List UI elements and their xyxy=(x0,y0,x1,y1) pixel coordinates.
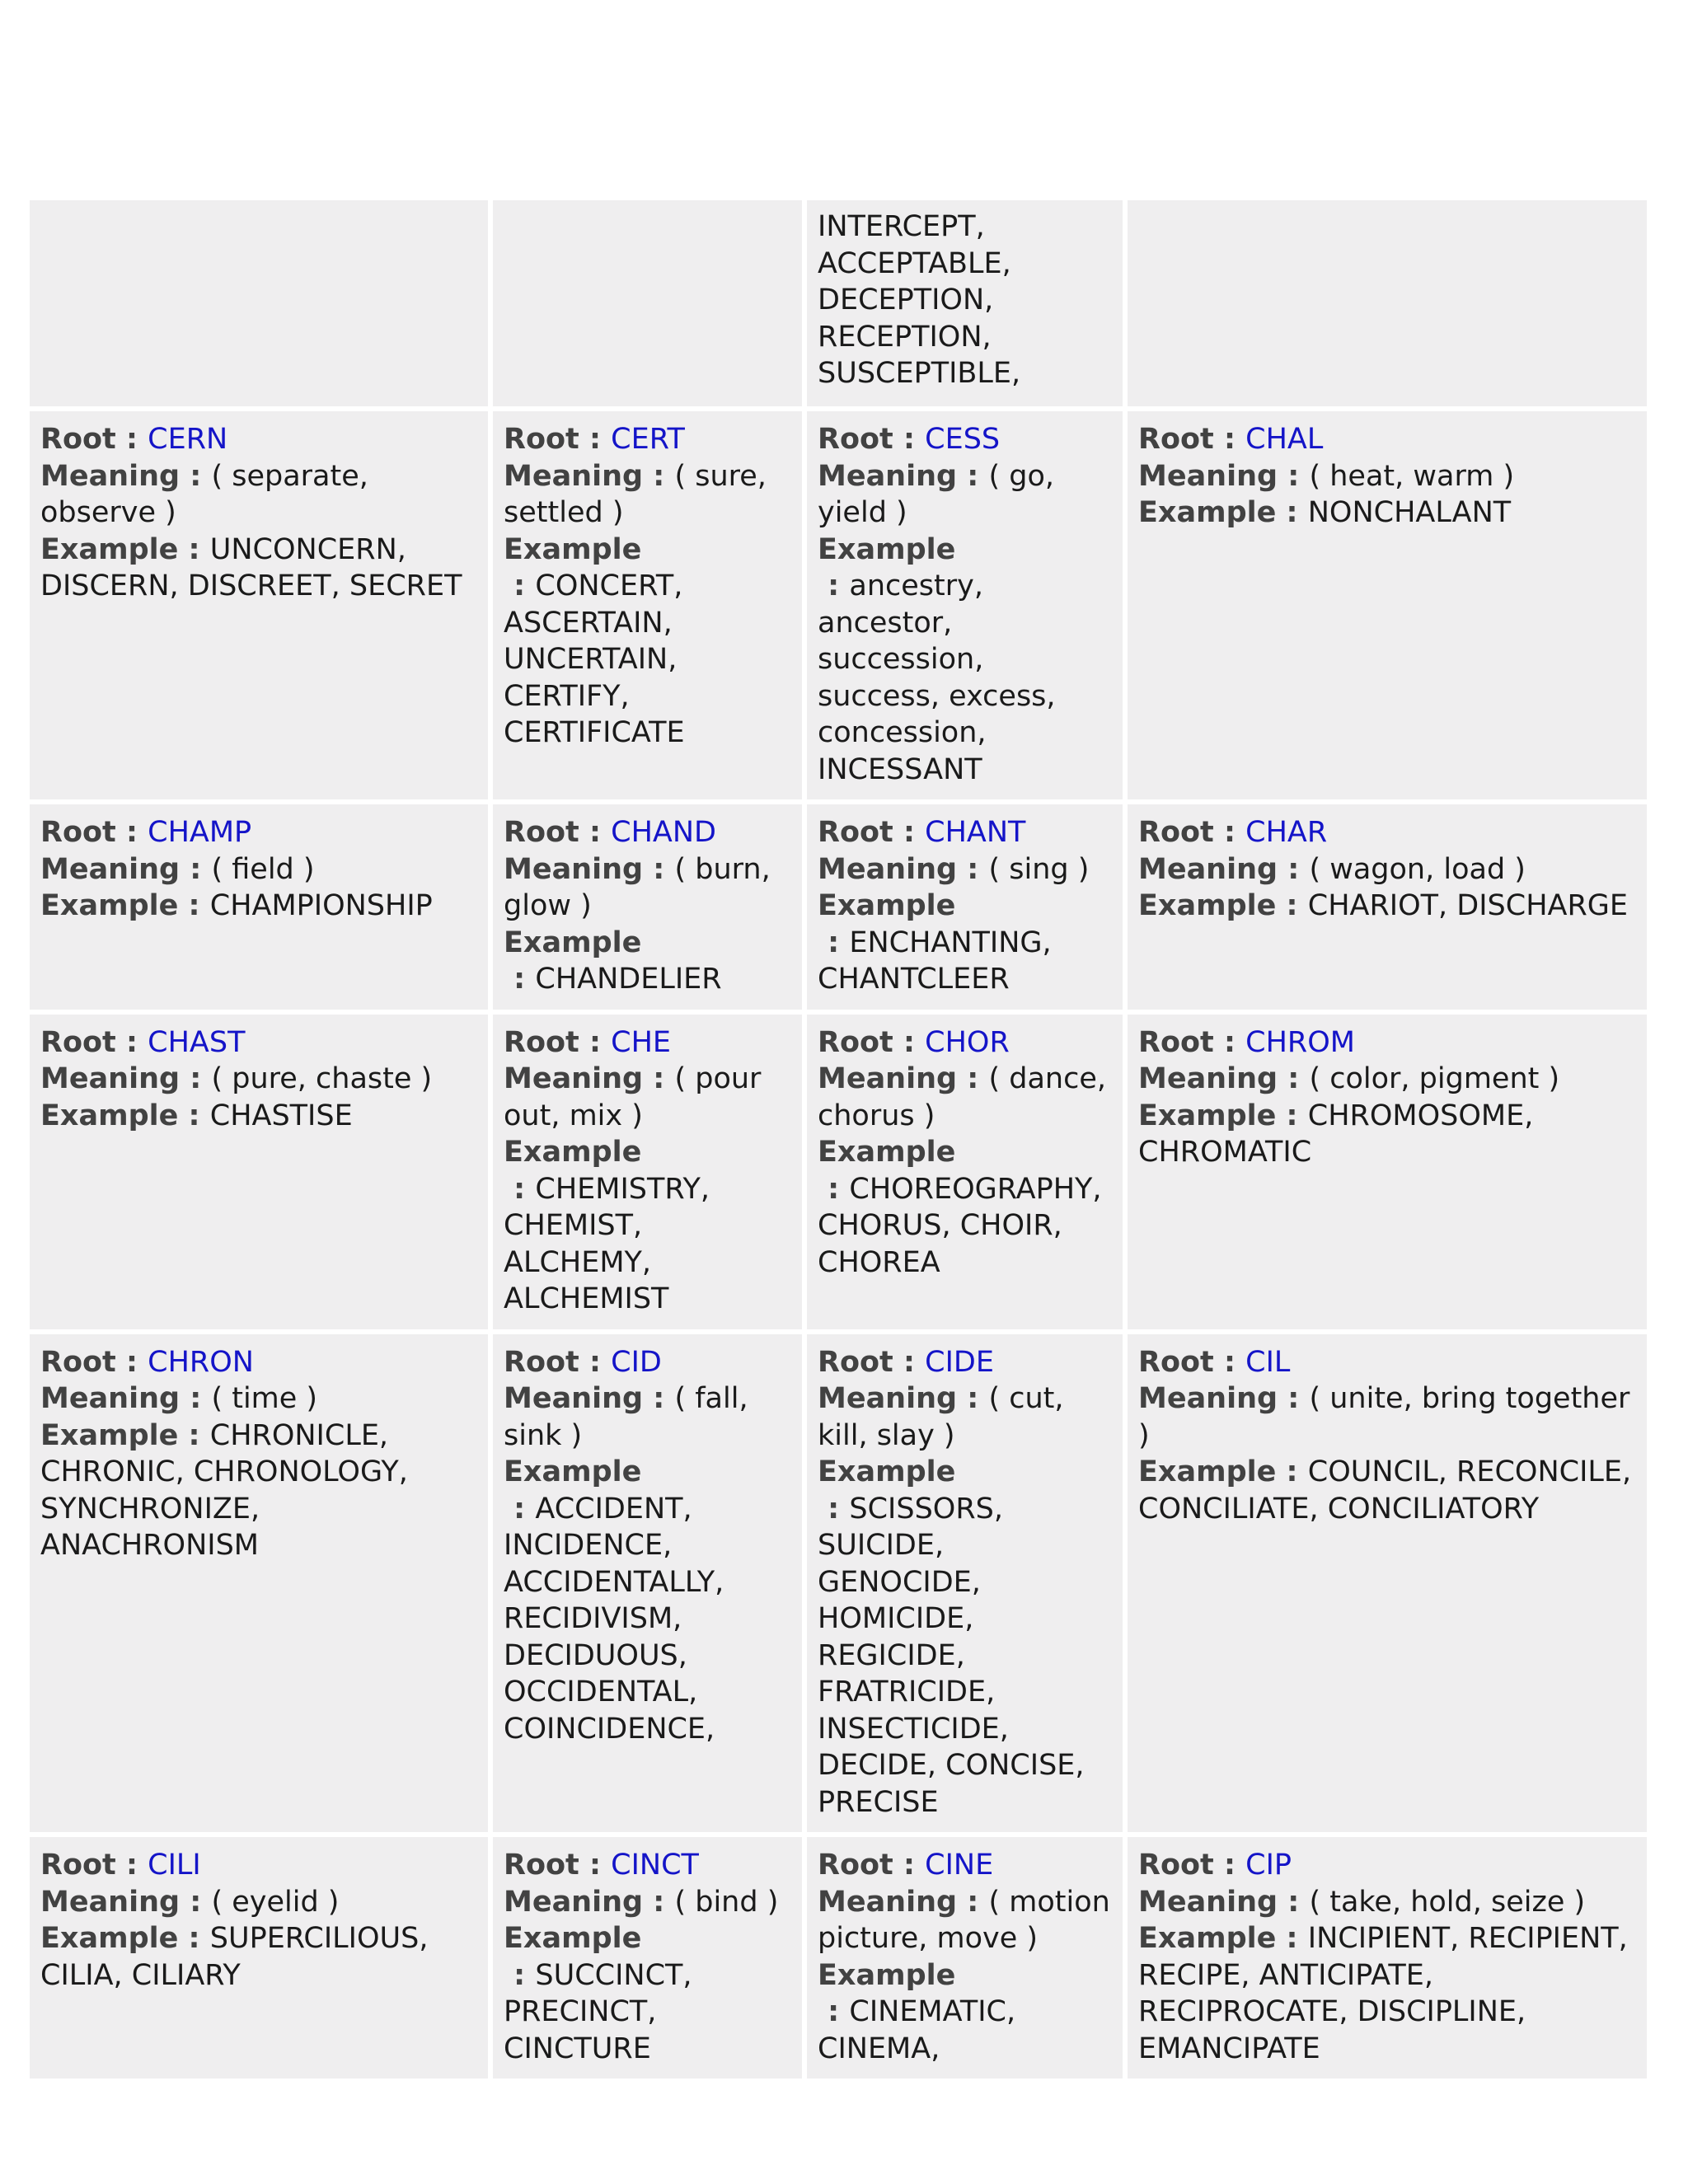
meaning-separator: : xyxy=(180,852,212,886)
example-label: Example xyxy=(504,1922,642,1955)
root-word: CIDE xyxy=(925,1345,994,1379)
example-separator: : xyxy=(1276,1455,1308,1488)
example-label: Example xyxy=(40,532,179,566)
meaning-label: Meaning xyxy=(504,459,644,493)
example-label: Example xyxy=(1138,889,1277,922)
continuation-cell xyxy=(30,200,488,406)
continuation-cell xyxy=(493,200,802,406)
example-text: ENCHANTING, CHANTCLEER xyxy=(818,926,1052,996)
continuation-row xyxy=(30,200,1647,406)
root-word: CHAST xyxy=(148,1025,246,1059)
root-label: Root xyxy=(818,1849,893,1882)
root-separator: : xyxy=(1213,1345,1246,1379)
root-separator: : xyxy=(893,816,926,849)
example-separator: : xyxy=(1276,889,1308,922)
example-label: Example xyxy=(40,1099,179,1132)
root-entry-cell xyxy=(493,1334,802,1833)
root-separator: : xyxy=(579,1345,612,1379)
example-text: CHEMISTRY, CHEMIST, ALCHEMY, ALCHEMIST xyxy=(504,1172,710,1315)
example-text: COUNCIL, RECONCILE, CONCILIATE, CONCILIATORY xyxy=(1138,1455,1632,1526)
meaning-label: Meaning xyxy=(504,1062,644,1095)
example-label: Example xyxy=(1138,1455,1277,1488)
example-separator: : xyxy=(178,1418,210,1452)
meaning-label: Meaning xyxy=(40,1885,181,1919)
example-separator: : xyxy=(504,1958,536,1992)
meaning-separator: : xyxy=(957,852,989,886)
root-entry-cell xyxy=(1128,1015,1647,1329)
root-label: Root xyxy=(818,1345,893,1379)
root-entry-cell xyxy=(30,1015,488,1329)
example-text: SCISSORS, SUICIDE, GENOCIDE, HOMICIDE, REGICIDE, FRATRICIDE, INSECTICIDE, DECIDE, CONCISE, PRECISE xyxy=(818,1492,1085,1819)
root-entry-cell xyxy=(807,1334,1123,1833)
root-word: CERT xyxy=(611,423,685,456)
root-label: Root xyxy=(504,816,579,849)
example-text: CHAMPIONSHIP xyxy=(209,889,433,922)
root-separator: : xyxy=(893,1849,926,1882)
example-text: CONCERT, ASCERTAIN, UNCERTAIN, CERTIFY, CERTIFICATE xyxy=(504,569,685,749)
root-separator: : xyxy=(115,423,148,456)
example-text: CHARIOT, DISCHARGE xyxy=(1307,889,1629,922)
meaning-separator: : xyxy=(180,1885,212,1919)
meaning-separator: : xyxy=(643,1885,675,1919)
root-label: Root xyxy=(504,1849,579,1882)
root-label: Root xyxy=(40,423,116,456)
root-separator: : xyxy=(115,816,148,849)
root-label: Root xyxy=(40,816,116,849)
meaning-label: Meaning xyxy=(818,1382,958,1415)
example-label: Example xyxy=(40,889,179,922)
meaning-label: Meaning xyxy=(818,1062,958,1095)
example-separator: : xyxy=(818,1995,850,2028)
meaning-text: ( pure, chaste ) xyxy=(211,1062,433,1095)
root-word: CHANT xyxy=(925,816,1026,849)
example-text: ancestry, ancestor, succession, success, excess, concession, INCESSANT xyxy=(818,569,1056,786)
meaning-separator: : xyxy=(957,1382,989,1415)
meaning-label: Meaning xyxy=(1138,1382,1278,1415)
meaning-label: Meaning xyxy=(1138,1885,1278,1919)
example-label: Example xyxy=(1138,1922,1277,1955)
example-text: INCIPIENT, RECIPIENT, RECIPE, ANTICIPATE, RECIPROCATE, DISCIPLINE, EMANCIPATE xyxy=(1138,1922,1628,2065)
root-entry-cell xyxy=(493,411,802,799)
meaning-text: ( take, hold, seize ) xyxy=(1309,1885,1586,1919)
example-separator: : xyxy=(504,569,536,602)
meaning-separator: : xyxy=(643,1062,675,1095)
example-text: CHANDELIER xyxy=(535,963,722,996)
table-row xyxy=(30,1015,1647,1329)
meaning-text: ( sure, settled ) xyxy=(504,459,767,529)
example-text: CHOREOGRAPHY, CHORUS, CHOIR, CHOREA xyxy=(818,1172,1102,1279)
root-word: CHAND xyxy=(611,816,716,849)
meaning-text: ( dance, chorus ) xyxy=(818,1062,1106,1132)
example-text: SUPERCILIOUS, CILIA, CILIARY xyxy=(40,1922,429,1992)
example-label: Example xyxy=(818,532,956,566)
example-text: SUCCINCT, PRECINCT, CINCTURE xyxy=(504,1958,692,2065)
example-separator: : xyxy=(1276,1099,1308,1132)
meaning-separator: : xyxy=(1278,1885,1310,1919)
meaning-label: Meaning xyxy=(1138,1062,1278,1095)
meaning-label: Meaning xyxy=(504,1382,644,1415)
example-label: Example xyxy=(40,1418,179,1452)
example-label: Example xyxy=(504,926,642,959)
root-label: Root xyxy=(40,1025,116,1059)
root-entry-cell xyxy=(1128,804,1647,1010)
meaning-text: ( pour out, mix ) xyxy=(504,1062,762,1132)
meaning-label: Meaning xyxy=(1138,459,1278,493)
meaning-label: Meaning xyxy=(818,459,958,493)
meaning-text: ( sing ) xyxy=(988,852,1090,886)
root-word: CINCT xyxy=(611,1849,699,1882)
root-entry-cell xyxy=(1128,1837,1647,2079)
meaning-label: Meaning xyxy=(504,1885,644,1919)
example-label: Example xyxy=(1138,496,1277,529)
example-separator: : xyxy=(818,1492,850,1526)
table-row xyxy=(30,1334,1647,1833)
example-label: Example xyxy=(818,1136,956,1169)
root-entry-cell xyxy=(493,1015,802,1329)
meaning-text: ( fall, sink ) xyxy=(504,1382,748,1452)
root-entry-cell xyxy=(807,411,1123,799)
continuation-text: INTERCEPT, ACCEPTABLE, DECEPTION, RECEPTION, SUSCEPTIBLE, xyxy=(818,210,1021,390)
example-text: CHRONICLE, CHRONIC, CHRONOLOGY, SYNCHRONIZE, ANACHRONISM xyxy=(40,1418,408,1562)
root-entry-cell xyxy=(807,1015,1123,1329)
meaning-separator: : xyxy=(1278,852,1310,886)
meaning-separator: : xyxy=(957,459,989,493)
continuation-cell xyxy=(807,200,1123,406)
root-entry-cell xyxy=(807,804,1123,1010)
root-word: CHAMP xyxy=(148,816,252,849)
example-separator: : xyxy=(818,926,850,959)
root-entry-cell xyxy=(30,1334,488,1833)
root-separator: : xyxy=(1213,1849,1246,1882)
root-separator: : xyxy=(115,1345,148,1379)
meaning-text: ( heat, warm ) xyxy=(1309,459,1515,493)
table-row xyxy=(30,804,1647,1010)
meaning-text: ( burn, glow ) xyxy=(504,852,771,922)
meaning-text: ( separate, observe ) xyxy=(40,459,368,529)
meaning-label: Meaning xyxy=(504,852,644,886)
root-entry-cell xyxy=(1128,411,1647,799)
root-entry-cell xyxy=(1128,1334,1647,1833)
root-label: Root xyxy=(1138,1345,1214,1379)
root-separator: : xyxy=(1213,816,1246,849)
root-label: Root xyxy=(818,423,893,456)
example-separator: : xyxy=(504,1172,536,1206)
example-separator: : xyxy=(178,1922,210,1955)
root-entry-cell xyxy=(493,1837,802,2079)
example-text: NONCHALANT xyxy=(1307,496,1512,529)
meaning-text: ( bind ) xyxy=(674,1885,779,1919)
meaning-label: Meaning xyxy=(818,1885,958,1919)
root-separator: : xyxy=(579,1025,612,1059)
root-separator: : xyxy=(115,1025,148,1059)
word-roots-table xyxy=(25,195,1652,2083)
root-label: Root xyxy=(504,423,579,456)
example-label: Example xyxy=(40,1922,179,1955)
example-separator: : xyxy=(818,1172,850,1206)
example-label: Example xyxy=(504,1136,642,1169)
meaning-text: ( wagon, load ) xyxy=(1309,852,1526,886)
meaning-separator: : xyxy=(957,1885,989,1919)
meaning-separator: : xyxy=(643,459,675,493)
root-separator: : xyxy=(893,1025,926,1059)
example-text: CHASTISE xyxy=(209,1099,353,1132)
meaning-separator: : xyxy=(1278,1062,1310,1095)
example-text: UNCONCERN, DISCERN, DISCREET, SECRET xyxy=(40,532,462,602)
example-label: Example xyxy=(504,1455,642,1488)
root-label: Root xyxy=(40,1849,116,1882)
root-entry-cell xyxy=(30,411,488,799)
example-separator: : xyxy=(818,569,850,602)
root-entry-cell xyxy=(30,804,488,1010)
root-label: Root xyxy=(1138,816,1214,849)
root-label: Root xyxy=(40,1345,116,1379)
root-separator: : xyxy=(579,816,612,849)
word-roots-table-body xyxy=(30,200,1647,2079)
root-separator: : xyxy=(579,1849,612,1882)
meaning-label: Meaning xyxy=(40,1382,181,1415)
root-word: CHOR xyxy=(925,1025,1010,1059)
root-word: CIL xyxy=(1245,1345,1291,1379)
meaning-label: Meaning xyxy=(1138,852,1278,886)
root-word: CHAR xyxy=(1245,816,1328,849)
example-text: CHROMOSOME, CHROMATIC xyxy=(1138,1099,1534,1169)
example-text: CINEMATIC, CINEMA, xyxy=(818,1995,1016,2065)
root-word: CHE xyxy=(611,1025,672,1059)
example-separator: : xyxy=(178,889,210,922)
example-label: Example xyxy=(818,1455,956,1488)
root-label: Root xyxy=(818,816,893,849)
meaning-text: ( unite, bring together ) xyxy=(1138,1382,1630,1452)
root-separator: : xyxy=(893,1345,926,1379)
example-label: Example xyxy=(818,1958,956,1992)
example-label: Example xyxy=(504,532,642,566)
meaning-separator: : xyxy=(1278,459,1310,493)
example-text: ACCIDENT, INCIDENCE, ACCIDENTALLY, RECIDIVISM, DECIDUOUS, OCCIDENTAL, COINCIDENCE, xyxy=(504,1492,724,1746)
meaning-separator: : xyxy=(643,852,675,886)
meaning-label: Meaning xyxy=(40,852,181,886)
meaning-label: Meaning xyxy=(818,852,958,886)
table-row xyxy=(30,411,1647,799)
meaning-label: Meaning xyxy=(40,1062,181,1095)
meaning-text: ( motion picture, move ) xyxy=(818,1885,1110,1955)
meaning-text: ( eyelid ) xyxy=(211,1885,340,1919)
continuation-cell xyxy=(1128,200,1647,406)
meaning-text: ( color, pigment ) xyxy=(1309,1062,1560,1095)
root-word: CID xyxy=(611,1345,662,1379)
example-separator: : xyxy=(504,1492,536,1526)
root-separator: : xyxy=(579,423,612,456)
root-word: CERN xyxy=(148,423,228,456)
root-separator: : xyxy=(1213,423,1246,456)
root-word: CINE xyxy=(925,1849,994,1882)
meaning-separator: : xyxy=(643,1382,675,1415)
meaning-separator: : xyxy=(180,459,212,493)
root-word: CESS xyxy=(925,423,1001,456)
root-word: CILI xyxy=(148,1849,201,1882)
root-label: Root xyxy=(818,1025,893,1059)
meaning-separator: : xyxy=(957,1062,989,1095)
example-separator: : xyxy=(178,1099,210,1132)
meaning-text: ( time ) xyxy=(211,1382,318,1415)
root-separator: : xyxy=(893,423,926,456)
example-label: Example xyxy=(818,889,956,922)
meaning-text: ( cut, kill, slay ) xyxy=(818,1382,1064,1452)
root-label: Root xyxy=(504,1025,579,1059)
root-label: Root xyxy=(504,1345,579,1379)
example-separator: : xyxy=(1276,1922,1308,1955)
table-row xyxy=(30,1837,1647,2079)
meaning-separator: : xyxy=(180,1382,212,1415)
meaning-text: ( go, yield ) xyxy=(818,459,1054,529)
meaning-separator: : xyxy=(180,1062,212,1095)
root-word: CHROM xyxy=(1245,1025,1355,1059)
root-entry-cell xyxy=(493,804,802,1010)
root-word: CHAL xyxy=(1245,423,1324,456)
example-separator: : xyxy=(178,532,210,566)
root-word: CIP xyxy=(1245,1849,1292,1882)
example-label: Example xyxy=(1138,1099,1277,1132)
root-label: Root xyxy=(1138,423,1214,456)
meaning-text: ( field ) xyxy=(211,852,315,886)
root-label: Root xyxy=(1138,1849,1214,1882)
example-separator: : xyxy=(1276,496,1308,529)
example-separator: : xyxy=(504,963,536,996)
root-separator: : xyxy=(1213,1025,1246,1059)
meaning-separator: : xyxy=(1278,1382,1310,1415)
root-entry-cell xyxy=(30,1837,488,2079)
meaning-label: Meaning xyxy=(40,459,181,493)
root-entry-cell xyxy=(807,1837,1123,2079)
root-word: CHRON xyxy=(148,1345,254,1379)
root-label: Root xyxy=(1138,1025,1214,1059)
root-separator: : xyxy=(115,1849,148,1882)
